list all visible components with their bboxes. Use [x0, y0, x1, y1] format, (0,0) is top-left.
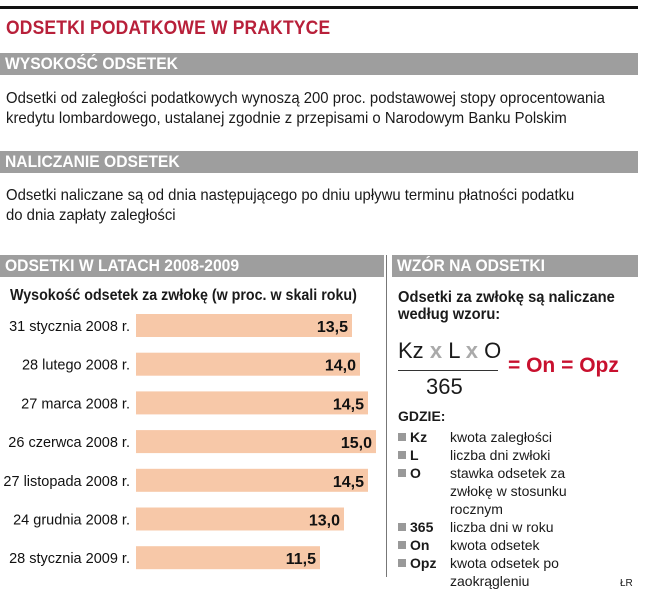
legend-item: L liczba dni zwłoki	[398, 446, 638, 464]
bullet-square-icon	[398, 523, 406, 531]
legend-item: On kwota odsetek	[398, 536, 638, 554]
page-title: ODSETKI PODATKOWE W PRAKTYCE	[6, 18, 331, 39]
bullet-square-icon	[398, 433, 406, 441]
legend-heading: GDZIE:	[398, 408, 446, 424]
chart-category-label: 28 stycznia 2009 r.	[9, 551, 130, 568]
chart-value-label: 14,5	[332, 396, 364, 414]
section-text-naliczanie-1: Odsetki naliczane są od dnia następującego po dniu upływu terminu płatności podatku	[6, 187, 575, 204]
formula-l: L	[448, 338, 460, 363]
section-header-wzor: WZÓR NA ODSETKI	[392, 255, 638, 277]
bullet-square-icon	[398, 469, 406, 477]
chart-value-label: 15,0	[340, 435, 372, 453]
chart-category-label: 27 marca 2008 r.	[21, 396, 130, 413]
legend-list	[398, 428, 638, 590]
bullet-square-icon	[398, 541, 406, 549]
chart-value-label: 13,5	[316, 319, 348, 336]
section-header-wysokosc: WYSOKOŚĆ ODSETEK	[0, 53, 638, 75]
formula-heading-line-1: Odsetki za zwłokę są naliczane	[398, 289, 615, 306]
bar-chart	[0, 310, 384, 580]
section-text-wysokosc-2: kredytu lombardowego, ustalanej zgodnie z przepisami o Narodowym Banku Polskim	[6, 110, 567, 127]
chart-value-label: 11,5	[285, 551, 316, 569]
formula-numerator	[398, 338, 501, 364]
bullet-square-icon	[398, 559, 406, 567]
chart-title: Wysokość odsetek za zwłokę (w proc. w skali roku)	[10, 287, 357, 304]
bullet-square-icon	[398, 451, 406, 459]
credit: ŁR	[620, 578, 633, 589]
chart-value-label: 14,0	[324, 357, 356, 375]
fraction-line	[398, 370, 498, 371]
formula-heading-line-2: według wzoru:	[398, 306, 501, 323]
multiply-sign-2: x	[465, 338, 478, 363]
multiply-sign-1: x	[429, 338, 443, 363]
formula-kz: Kz	[398, 338, 424, 363]
chart-category-label: 26 czerwca 2008 r.	[8, 435, 130, 452]
legend-item: Kz kwota zaległości	[398, 428, 638, 446]
section-text-naliczanie-2: do dnia zapłaty zaległości	[6, 207, 176, 224]
formula-o: O	[484, 338, 502, 363]
section-text-wysokosc-1: Odsetki od zaległości podatkowych wynoszą 200 proc. podstawowej stopy oprocentowania	[6, 90, 605, 107]
section-header-naliczanie: NALICZANIE ODSETEK	[0, 151, 638, 173]
legend-item: O stawka odsetek za zwłokę w stosunku rocznym	[398, 464, 638, 518]
chart-category-label: 31 stycznia 2008 r.	[9, 319, 130, 335]
formula-denominator: 365	[426, 374, 463, 399]
formula-heading	[398, 289, 634, 323]
top-rule	[0, 6, 638, 9]
chart-value-label: 14,5	[332, 473, 364, 491]
column-divider	[386, 255, 387, 577]
formula-result: = On = Opz	[508, 354, 619, 377]
section-header-odsetki-lata: ODSETKI W LATACH 2008-2009	[0, 255, 384, 277]
chart-category-label: 28 lutego 2008 r.	[21, 357, 130, 374]
chart-value-label: 13,0	[308, 512, 340, 530]
chart-category-label: 24 grudnia 2008 r.	[13, 512, 130, 529]
legend-item: 365 liczba dni w roku	[398, 518, 638, 536]
legend-item: Opz kwota odsetek po zaokrągleniu	[398, 554, 638, 590]
chart-category-label: 27 listopada 2008 r.	[3, 473, 130, 490]
